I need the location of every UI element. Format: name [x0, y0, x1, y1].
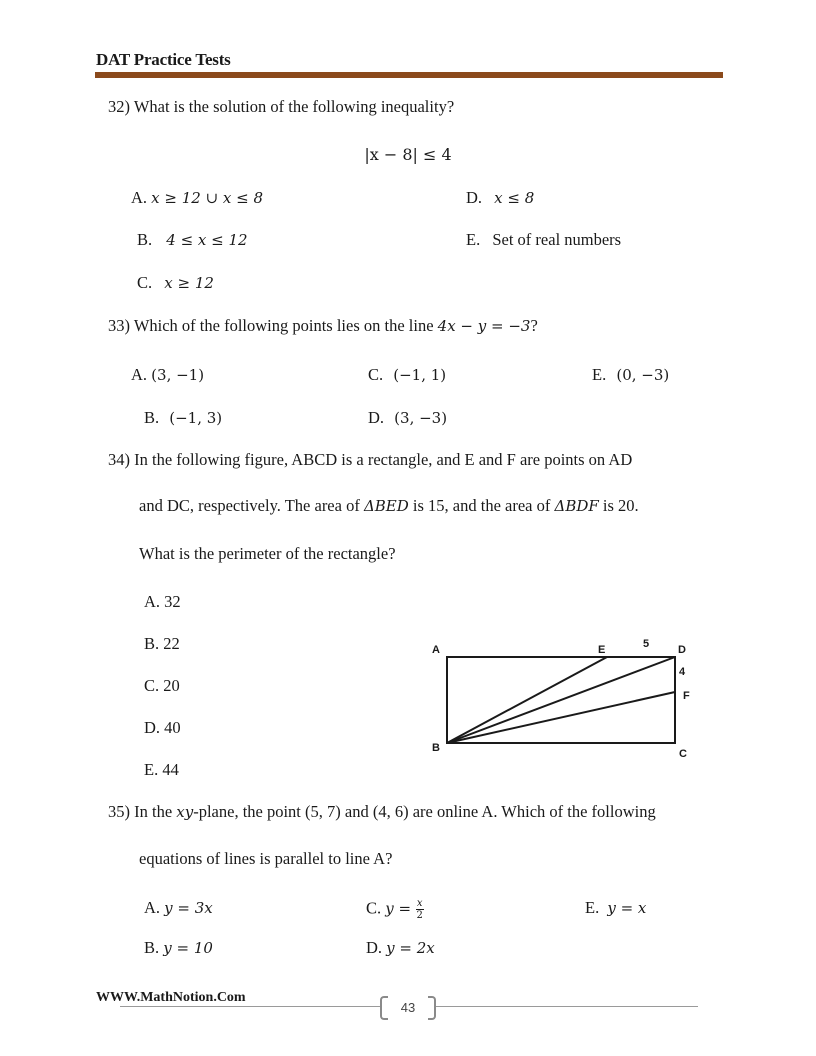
q32-option-e	[466, 230, 621, 250]
left-bracket-icon	[380, 996, 388, 1020]
q34-option-d: D. 40	[144, 718, 181, 737]
q32-option-a	[131, 188, 263, 208]
q35-option-c: C. y = $\frac{x}{2}$	[366, 898, 423, 921]
q35-stem-line1: 35) In the xy-plane, the point (5, 7) and (4, 6) are online A. Which of the following	[108, 802, 656, 821]
fraction-x-over-2: $\frac{x}{2}$	[416, 898, 423, 921]
option-text: x ≥ 12 ∪ x ≤ 8	[151, 189, 264, 207]
option-text: 4 ≤ x ≤ 12	[166, 231, 248, 249]
page-number: 43	[380, 996, 436, 1020]
q34-option-b: B. 22	[144, 634, 180, 653]
q35-option-b: B. y = 10	[144, 938, 213, 957]
q33-option-e: E. (0, −3)	[592, 365, 670, 384]
label-c: C	[679, 748, 687, 760]
q32-option-b	[137, 230, 248, 250]
right-bracket-icon	[428, 996, 436, 1020]
label-a: A	[432, 644, 440, 656]
q34-stem-line1: 34) In the following figure, ABCD is a rectangle, and E and F are points on AD	[108, 450, 633, 469]
option-text: x ≥ 12	[164, 274, 214, 292]
q32-stem: 32) What is the solution of the following inequality?	[108, 97, 455, 116]
label-f: F	[683, 690, 690, 702]
option-text: x ≤ 8	[494, 189, 535, 207]
q34-option-c: C. 20	[144, 676, 180, 695]
q34-stem-line3: What is the perimeter of the rectangle?	[139, 544, 396, 563]
q35-stem-line2: equations of lines is parallel to line A?	[139, 849, 393, 868]
q33-option-b: B. (−1, 3)	[144, 408, 223, 427]
page-header-title: DAT Practice Tests	[96, 50, 231, 69]
q33-stem: 33) Which of the following points lies on the line 4x − y = −3?	[108, 316, 538, 335]
header-divider	[95, 72, 723, 78]
q34-option-e: E. 44	[144, 760, 179, 779]
q33-option-c: C. (−1, 1)	[368, 365, 447, 384]
label-df-length: 4	[679, 666, 686, 678]
q32-option-c	[137, 273, 214, 293]
option-letter: A.	[131, 188, 148, 207]
q34-stem-line2: and DC, respectively. The area of ΔBED is 15, and the area of ΔBDF is 20.	[139, 496, 639, 515]
q33-option-a: A. (3, −1)	[131, 365, 205, 384]
option-letter: E.	[466, 230, 481, 249]
q32-equation: |x − 8| ≤ 4	[364, 145, 452, 164]
q34-option-a: A. 32	[144, 592, 181, 611]
q33-option-d: D. (3, −3)	[368, 408, 448, 427]
q35-option-e: E. y = x	[585, 898, 647, 917]
q35-option-d: D. y = 2x	[366, 938, 435, 957]
rectangle-figure	[420, 632, 710, 762]
label-e: E	[598, 644, 606, 656]
footer-website: WWW.MathNotion.Com	[96, 990, 246, 1005]
option-text: Set of real numbers	[492, 230, 622, 249]
label-d: D	[678, 644, 686, 656]
option-letter: D.	[466, 188, 483, 207]
option-letter: B.	[137, 230, 153, 249]
label-b: B	[432, 742, 440, 754]
q32-option-d	[466, 188, 534, 208]
segment-be	[447, 657, 607, 743]
label-ed-length: 5	[643, 638, 650, 650]
option-letter: C.	[137, 273, 153, 292]
q35-option-a: A. y = 3x	[144, 898, 213, 917]
